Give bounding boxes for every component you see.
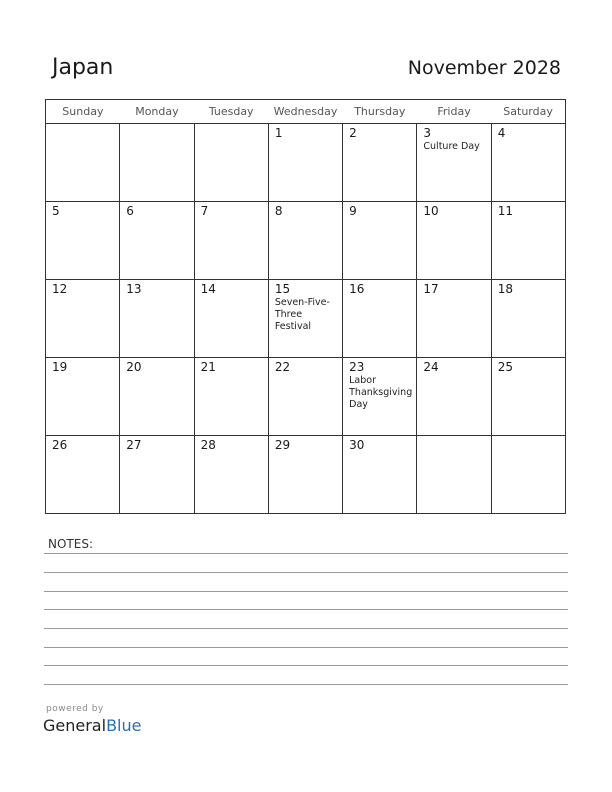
day-number: 8 bbox=[274, 204, 283, 218]
day-cell[interactable] bbox=[417, 202, 491, 280]
weekday-header: Saturday bbox=[491, 100, 565, 124]
day-cell[interactable] bbox=[417, 280, 491, 358]
weekday-header: Wednesday bbox=[268, 100, 342, 124]
weekday-header-row bbox=[46, 100, 566, 124]
note-line bbox=[44, 628, 568, 629]
note-line bbox=[44, 609, 568, 610]
week-row bbox=[46, 436, 566, 514]
day-cell[interactable] bbox=[46, 280, 120, 358]
day-cell[interactable] bbox=[194, 280, 268, 358]
day-cell[interactable] bbox=[120, 436, 194, 514]
day-number: 27 bbox=[126, 438, 142, 452]
day-cell[interactable] bbox=[268, 202, 342, 280]
day-cell[interactable] bbox=[46, 124, 120, 202]
day-cell[interactable] bbox=[491, 436, 565, 514]
week-row bbox=[46, 280, 566, 358]
day-cell[interactable] bbox=[343, 202, 417, 280]
weekday-header: Thursday bbox=[343, 100, 417, 124]
day-number: 11 bbox=[497, 204, 513, 218]
note-line bbox=[44, 553, 568, 554]
logo-general: General bbox=[43, 716, 107, 735]
weekday-header: Friday bbox=[417, 100, 491, 124]
day-cell[interactable] bbox=[194, 124, 268, 202]
day-cell[interactable] bbox=[343, 358, 417, 436]
day-cell[interactable] bbox=[120, 124, 194, 202]
day-cell[interactable] bbox=[194, 358, 268, 436]
day-number: 10 bbox=[423, 204, 439, 218]
day-number: 14 bbox=[200, 282, 216, 296]
holiday-label: Culture Day bbox=[423, 141, 480, 152]
day-number: 28 bbox=[200, 438, 216, 452]
day-number: 2 bbox=[349, 126, 357, 140]
day-number: 26 bbox=[52, 438, 68, 452]
day-cell[interactable] bbox=[417, 124, 491, 202]
day-cell[interactable] bbox=[491, 202, 565, 280]
day-number: 15 bbox=[274, 282, 291, 296]
week-row bbox=[46, 124, 566, 202]
day-cell[interactable] bbox=[46, 202, 120, 280]
day-cell[interactable] bbox=[491, 124, 565, 202]
day-cell[interactable] bbox=[491, 358, 565, 436]
week-row bbox=[46, 358, 566, 436]
day-number: 20 bbox=[126, 360, 142, 374]
day-number: 13 bbox=[126, 282, 142, 296]
powered-by-text: powered by bbox=[46, 704, 104, 714]
generalblue-logo[interactable] bbox=[43, 716, 141, 735]
notes-label: NOTES: bbox=[48, 537, 93, 551]
holiday-label: Labor Thanksgiving Day bbox=[349, 375, 413, 410]
month-year-title: November 2028 bbox=[407, 57, 561, 79]
day-number: 9 bbox=[349, 204, 357, 218]
day-number: 3 bbox=[423, 126, 432, 140]
day-number: 12 bbox=[52, 282, 68, 296]
day-number: 19 bbox=[52, 360, 68, 374]
note-line bbox=[44, 684, 568, 685]
day-number: 16 bbox=[349, 282, 365, 296]
note-line bbox=[44, 665, 568, 666]
holiday-label: Seven-Five-Three Festival bbox=[274, 297, 330, 332]
day-cell[interactable] bbox=[491, 280, 565, 358]
day-number: 17 bbox=[423, 282, 439, 296]
day-number: 30 bbox=[349, 438, 365, 452]
day-cell[interactable] bbox=[46, 358, 120, 436]
note-line bbox=[44, 572, 568, 573]
day-number: 7 bbox=[200, 204, 209, 218]
day-cell[interactable] bbox=[343, 124, 417, 202]
day-cell[interactable] bbox=[46, 436, 120, 514]
day-cell[interactable] bbox=[417, 436, 491, 514]
day-cell[interactable] bbox=[120, 280, 194, 358]
day-cell[interactable] bbox=[268, 436, 342, 514]
day-cell[interactable] bbox=[120, 358, 194, 436]
country-title: Japan bbox=[52, 55, 114, 80]
note-line bbox=[44, 591, 568, 592]
day-cell[interactable] bbox=[343, 280, 417, 358]
day-cell[interactable] bbox=[343, 436, 417, 514]
day-cell[interactable] bbox=[120, 202, 194, 280]
day-cell[interactable] bbox=[268, 358, 342, 436]
day-cell[interactable] bbox=[194, 436, 268, 514]
weekday-header: Monday bbox=[120, 100, 194, 124]
day-number: 22 bbox=[274, 360, 291, 374]
logo-blue: Blue bbox=[106, 716, 142, 735]
day-number: 29 bbox=[274, 438, 291, 452]
day-number: 23 bbox=[349, 360, 365, 374]
note-line bbox=[44, 647, 568, 648]
week-row bbox=[46, 202, 566, 280]
day-number: 1 bbox=[274, 126, 283, 140]
day-number: 24 bbox=[423, 360, 439, 374]
day-cell[interactable] bbox=[417, 358, 491, 436]
day-number: 6 bbox=[126, 204, 134, 218]
day-number: 21 bbox=[200, 360, 216, 374]
day-number: 18 bbox=[497, 282, 513, 296]
day-cell[interactable] bbox=[268, 280, 342, 358]
day-cell[interactable] bbox=[194, 202, 268, 280]
day-number: 5 bbox=[52, 204, 60, 218]
day-cell[interactable] bbox=[268, 124, 342, 202]
day-number: 4 bbox=[497, 126, 506, 140]
day-number: 25 bbox=[497, 360, 513, 374]
weekday-header: Sunday bbox=[46, 100, 120, 124]
weekday-header: Tuesday bbox=[194, 100, 268, 124]
calendar-grid bbox=[45, 99, 566, 514]
